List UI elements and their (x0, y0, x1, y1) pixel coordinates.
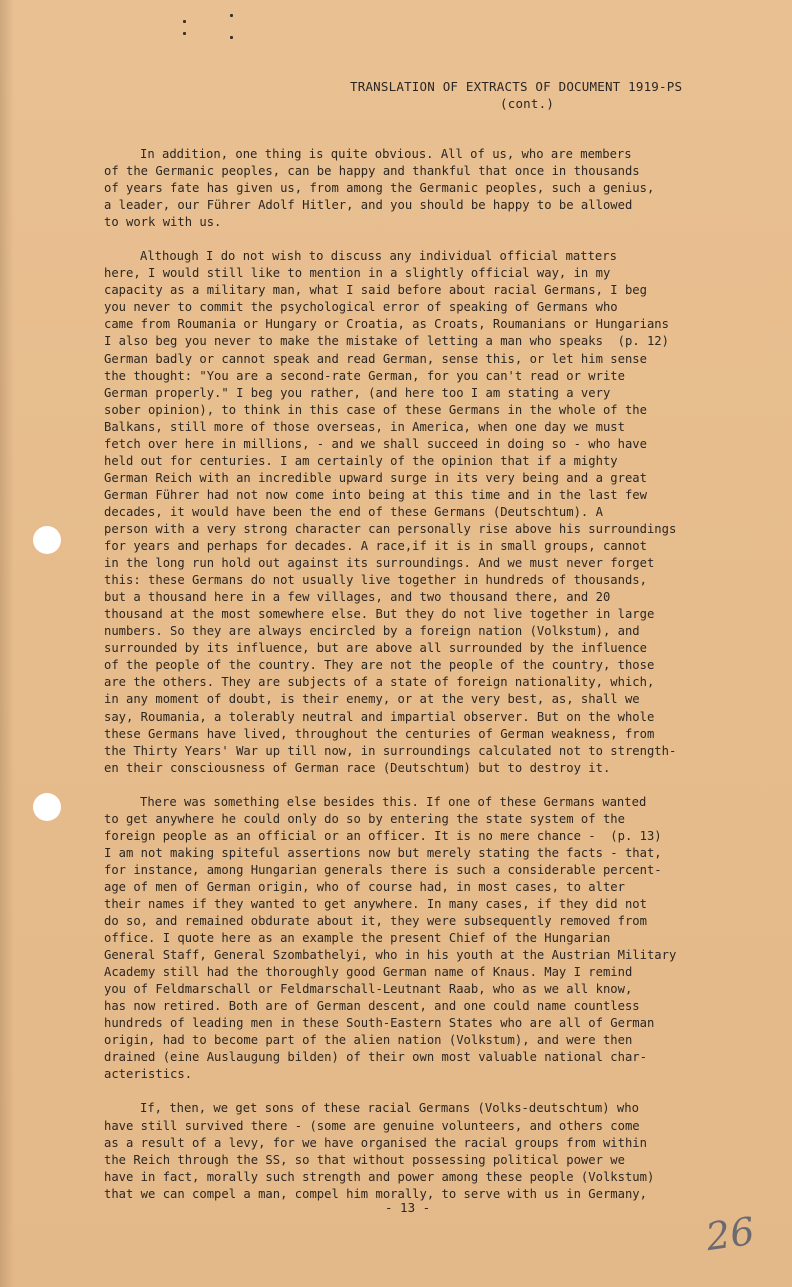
text-line: are the others. They are subjects of a state of foreign nationality, which, (104, 675, 655, 690)
margin-mark (230, 14, 233, 17)
text-line: German badly or cannot speak and read German, sense this, or let him sense (104, 351, 647, 366)
text-line: General Staff, General Szombathelyi, who in his youth at the Austrian Military (104, 948, 677, 963)
paragraph (104, 1100, 764, 1202)
paragraph (104, 248, 764, 776)
text-line: but a thousand here in a few villages, and two thousand there, and 20 (104, 590, 611, 605)
text-line: en their consciousness of German race (Deutschtum) but to destroy it. (104, 760, 611, 775)
margin-mark (183, 32, 186, 35)
punch-hole-lower (33, 793, 61, 821)
text-line: here, I would still like to mention in a slightly official way, in my (104, 266, 611, 281)
text-line: numbers. So they are always encircled by a foreign nation (Volkstum), and (104, 624, 640, 639)
text-line: a leader, our Führer Adolf Hitler, and you should be happy to be allowed (104, 198, 633, 213)
text-line: person with a very strong character can personally rise above his surroundings (104, 521, 677, 536)
text-line: fetch over here in millions, - and we shall succeed in doing so - who have (104, 436, 647, 451)
page-edge-shadow (0, 0, 14, 1287)
handwritten-page-number: 26 (703, 1208, 758, 1260)
text-line: German Führer had not now come into being at this time and in the last few (104, 487, 647, 502)
text-line: the Thirty Years' War up till now, in surroundings calculated not to strength- (104, 743, 677, 758)
page-number: - 13 - (385, 1200, 431, 1215)
text-line: surrounded by its influence, but are above all surrounded by the influence (104, 641, 647, 656)
text-line: drained (eine Auslaugung bilden) of their own most valuable national char- (104, 1050, 647, 1065)
text-line: Academy still had the thoroughly good German name of Knaus. May I remind (104, 965, 633, 980)
text-line: thousand at the most somewhere else. But they do not live together in large (104, 607, 655, 622)
text-line: have still survived there - (some are genuine volunteers, and others come (104, 1118, 640, 1133)
text-line: age of men of German origin, who of course had, in most cases, to alter (104, 879, 625, 894)
text-line: of the people of the country. They are not the people of the country, those (104, 658, 655, 673)
text-line: to work with us. (104, 215, 222, 230)
text-line: foreign people as an official or an officer. It is no mere chance - (p. 13) (104, 828, 662, 843)
text-line: has now retired. Both are of German descent, and one could name countless (104, 999, 640, 1014)
text-line: for instance, among Hungarian generals there is such a considerable percent- (104, 862, 662, 877)
text-line: the Reich through the SS, so that without possessing political power we (104, 1152, 625, 1167)
text-line: origin, had to become part of the alien nation (Volkstum), and were then (104, 1033, 633, 1048)
text-line: Although I do not wish to discuss any individual official matters (140, 249, 617, 264)
paragraph (104, 794, 764, 1084)
text-line: German properly." I beg you rather, (and here too I am stating a very (104, 385, 611, 400)
text-line: you of Feldmarschall or Feldmarschall-Leutnant Raab, who as we all know, (104, 982, 633, 997)
text-line: capacity as a military man, what I said before about racial Germans, I beg (104, 283, 647, 298)
text-line: in the long run hold out against its surroundings. And we must never forget (104, 556, 655, 571)
text-line: German Reich with an incredible upward surge in its very being and a great (104, 470, 647, 485)
document-body (104, 146, 764, 1220)
text-line: acteristics. (104, 1067, 193, 1082)
text-line: this: these Germans do not usually live together in hundreds of thousands, (104, 573, 647, 588)
text-line: the thought: "You are a second-rate German, for you can't read or write (104, 368, 625, 383)
text-line: held out for centuries. I am certainly of the opinion that if a mighty (104, 453, 618, 468)
text-line: Balkans, still more of those overseas, in America, when one day we must (104, 419, 625, 434)
punch-hole-upper (33, 526, 61, 554)
margin-mark (230, 36, 233, 39)
paragraph (104, 146, 764, 231)
text-line: If, then, we get sons of these racial Germans (Volks-deutschtum) who (140, 1101, 639, 1116)
text-line: There was something else besides this. If one of these Germans wanted (140, 794, 647, 809)
text-line: I also beg you never to make the mistake of letting a man who speaks (p. 12) (104, 334, 669, 349)
text-line: do so, and remained obdurate about it, they were subsequently removed from (104, 914, 647, 929)
text-line: their names if they wanted to get anywhere. In many cases, if they did not (104, 896, 647, 911)
text-line: for years and perhaps for decades. A race,if it is in small groups, cannot (104, 539, 647, 554)
text-line: these Germans have lived, throughout the centuries of German weakness, from (104, 726, 655, 741)
text-line: hundreds of leading men in these South-Eastern States who are all of German (104, 1016, 655, 1031)
text-line: that we can compel a man, compel him morally, to serve with us in Germany, (104, 1186, 647, 1201)
text-line: you never to commit the psychological error of speaking of Germans who (104, 300, 618, 315)
text-line: office. I quote here as an example the present Chief of the Hungarian (104, 931, 611, 946)
text-line: as a result of a levy, for we have organised the racial groups from within (104, 1135, 647, 1150)
text-line: say, Roumania, a tolerably neutral and impartial observer. But on the whole (104, 709, 655, 724)
text-line: decades, it would have been the end of these Germans (Deutschtum). A (104, 504, 603, 519)
text-line: to get anywhere he could only do so by entering the state system of the (104, 811, 625, 826)
text-line: of years fate has given us, from among the Germanic peoples, such a genius, (104, 181, 655, 196)
margin-mark (183, 20, 186, 23)
text-line: in any moment of doubt, is their enemy, or at the very best, as, shall we (104, 692, 640, 707)
text-line: have in fact, morally such strength and power among these people (Volkstum) (104, 1169, 655, 1184)
header-title: TRANSLATION OF EXTRACTS OF DOCUMENT 1919-PS (350, 79, 683, 94)
header-continued: (cont.) (500, 96, 555, 111)
text-line: I am not making spiteful assertions now but merely stating the facts - that, (104, 845, 662, 860)
text-line: came from Roumania or Hungary or Croatia, as Croats, Roumanians or Hungarians (104, 317, 669, 332)
document-header (350, 78, 750, 112)
text-line: In addition, one thing is quite obvious. All of us, who are members (140, 147, 632, 161)
text-line: of the Germanic peoples, can be happy and thankful that once in thousands (104, 164, 640, 179)
text-line: sober opinion), to think in this case of these Germans in the whole of the (104, 402, 647, 417)
